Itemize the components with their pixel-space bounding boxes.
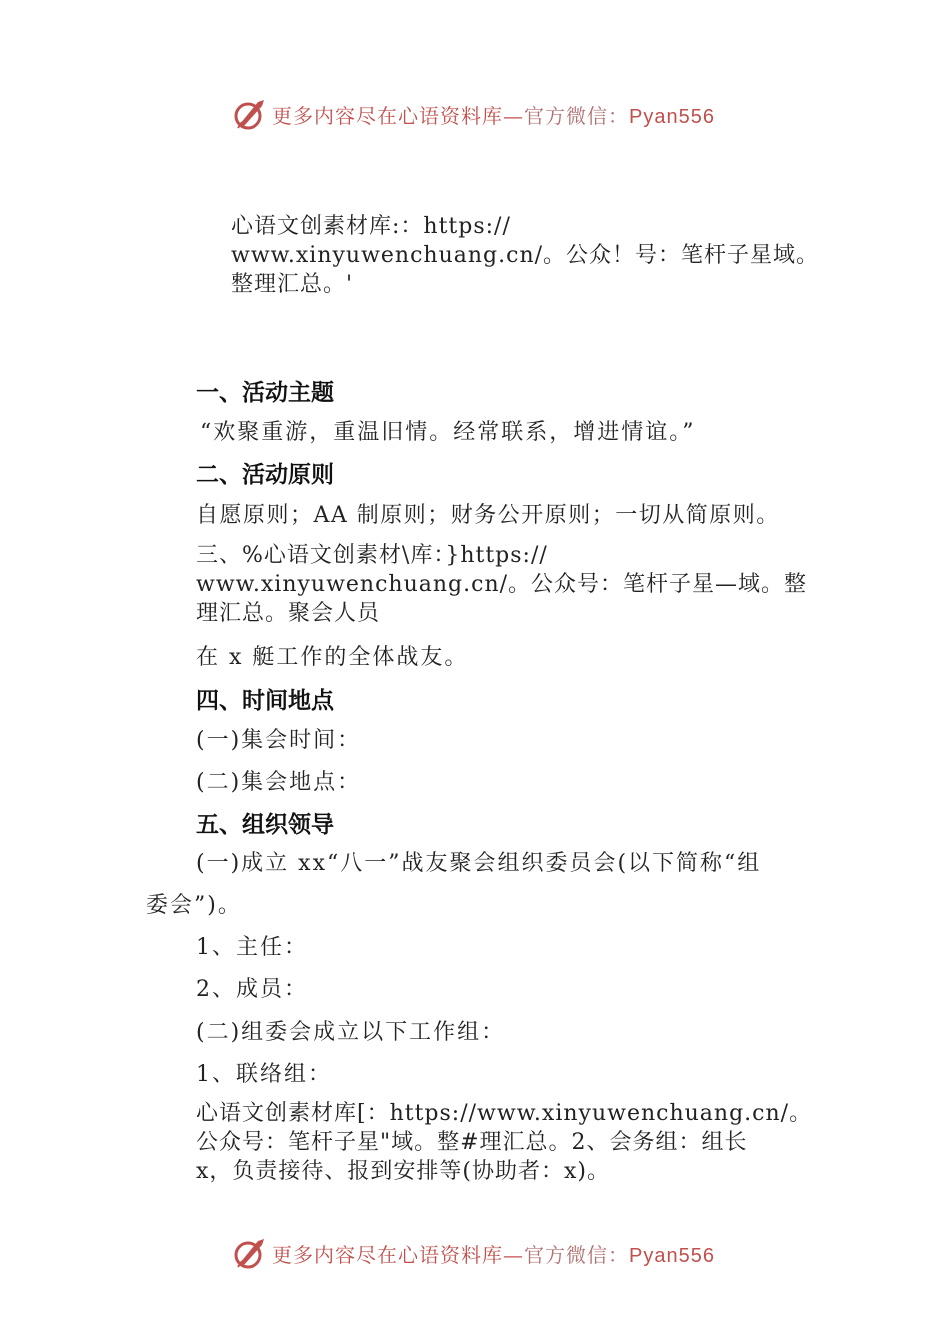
section-5-mixed-text [196,1099,812,1186]
banner-dash: — [503,1242,524,1267]
section-2-title: 二、活动原则 [196,462,334,488]
section-4-item-2: (二)集会地点： [196,770,362,795]
section-5-item-1: 1、主任： [196,935,308,960]
banner-title: 更多内容尽在心语资料库 [272,1242,503,1267]
section-3-line-1: 三、%心语文创素材\库：}https:// [196,543,548,568]
section-3-mixed-text [196,541,807,628]
banner-wechat-label: 官方微信： [524,1242,629,1267]
footer-banner [232,1235,715,1271]
banner-text [272,100,715,129]
banner-wechat-id: Pyan556 [629,105,715,128]
section-5-para-1-line-1: (一)成立 xx“八一”战友聚会组织委员会(以下简称“组 [196,851,762,876]
section-2-body: 自愿原则；AA 制原则；财务公开原则；一切从简原则。 [196,503,780,528]
section-5-mixed-line-1: 心语文创素材库[：https://www.xinyuwenchuang.cn/。 [196,1101,813,1126]
section-5-para-1-line-2: 委会”)。 [146,893,242,918]
section-4-title: 四、时间地点 [196,688,334,714]
quill-pen-logo-icon [232,1235,268,1271]
header-banner [232,96,715,132]
quill-pen-logo-icon [232,96,268,132]
section-4-item-1: (一)集会时间： [196,728,362,753]
section-5-mixed-line-3: x，负责接待、报到安排等(协助者：x)。 [196,1159,610,1184]
banner-text [272,1239,715,1268]
section-1-title: 一、活动主题 [196,380,334,406]
section-3-line-3: 理汇总。聚会人员 [196,601,381,626]
section-5-item-2: 2、成员： [196,977,308,1002]
banner-dash: — [503,103,524,128]
intro-line-2: www.xinyuwenchuang.cn/。公众！号：笔杆子星域。 [231,243,820,268]
banner-wechat-id: Pyan556 [629,1244,715,1267]
section-3-line-2: www.xinyuwenchuang.cn/。公众号：笔杆子星—域。整 [196,572,808,597]
section-5-group-1: 1、联络组： [196,1062,332,1087]
banner-title: 更多内容尽在心语资料库 [272,103,503,128]
section-1-body: “欢聚重游，重温旧情。经常联系，增进情谊。” [200,420,696,445]
section-5-title: 五、组织领导 [196,812,334,838]
section-3-body: 在 x 艇工作的全体战友。 [196,645,469,670]
section-5-para-2: (二)组委会成立以下工作组： [196,1020,506,1045]
banner-wechat-label: 官方微信： [524,103,629,128]
intro-source-note [231,212,819,299]
section-5-mixed-line-2: 公众号：笔杆子星"域。整#理汇总。2、会务组：组长 [196,1130,748,1155]
intro-line-3: 整理汇总。' [231,272,354,297]
intro-line-1: 心语文创素材库:：https:// [231,214,511,239]
